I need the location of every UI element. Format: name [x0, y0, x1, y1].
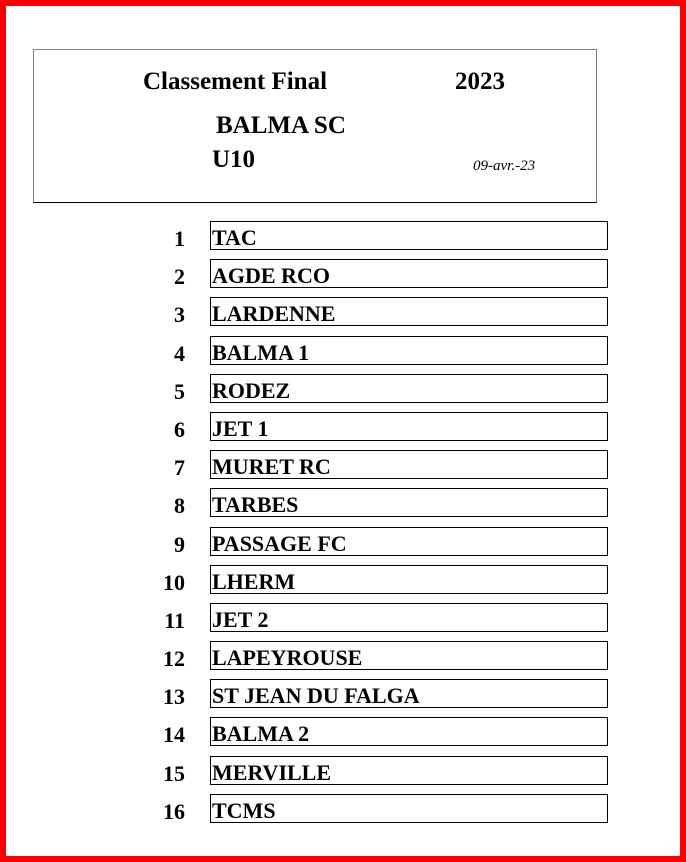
team-name: RODEZ — [210, 374, 608, 403]
age-category: U10 — [212, 146, 256, 173]
team-name: MURET RC — [210, 450, 608, 479]
ranking-row — [0, 221, 686, 259]
ranking-row — [0, 450, 686, 488]
ranking-row — [0, 794, 686, 832]
rank-number: 15 — [163, 760, 185, 786]
rank-number: 9 — [174, 531, 185, 557]
ranking-row — [0, 565, 686, 603]
season-year: 2023 — [455, 68, 505, 95]
tournament-date: 09-avr.-23 — [473, 158, 536, 174]
rank-number: 10 — [163, 569, 185, 595]
team-name: JET 1 — [210, 412, 608, 441]
team-name: TARBES — [210, 488, 608, 517]
ranking-row — [0, 603, 686, 641]
rank-number: 8 — [174, 493, 185, 519]
ranking-row — [0, 488, 686, 526]
team-name: AGDE RCO — [210, 259, 608, 288]
ranking-row — [0, 679, 686, 717]
team-name: TCMS — [210, 794, 608, 823]
ranking-row — [0, 717, 686, 755]
rank-number: 14 — [163, 722, 185, 748]
team-name: MERVILLE — [210, 756, 608, 785]
rank-number: 2 — [174, 264, 185, 290]
ranking-row — [0, 412, 686, 450]
team-name: PASSAGE FC — [210, 527, 608, 556]
team-name: BALMA 1 — [210, 336, 608, 365]
ranking-row — [0, 641, 686, 679]
rank-number: 1 — [174, 226, 185, 251]
ranking-row — [0, 297, 686, 335]
rank-number: 11 — [164, 607, 185, 633]
ranking-row — [0, 259, 686, 297]
team-name: JET 2 — [210, 603, 608, 632]
ranking-row — [0, 756, 686, 794]
rank-number: 6 — [174, 416, 185, 442]
document-title: Classement Final — [143, 68, 328, 95]
rank-number: 3 — [174, 302, 185, 328]
rank-number: 13 — [163, 684, 185, 710]
team-name: LHERM — [210, 565, 608, 594]
rank-number: 4 — [174, 340, 185, 366]
team-name: LAPEYROUSE — [210, 641, 608, 670]
ranking-row — [0, 527, 686, 565]
ranking-row — [0, 374, 686, 412]
rank-number: 16 — [163, 798, 185, 824]
team-name: LARDENNE — [210, 297, 608, 326]
team-name: TAC — [210, 221, 608, 250]
host-club: BALMA SC — [216, 112, 346, 139]
rank-number: 7 — [174, 455, 185, 481]
rank-number: 5 — [174, 378, 185, 404]
team-name: ST JEAN DU FALGA — [210, 679, 608, 708]
ranking-list — [0, 221, 686, 832]
rank-number: 12 — [163, 646, 185, 672]
ranking-row — [0, 336, 686, 374]
team-name: BALMA 2 — [210, 717, 608, 746]
